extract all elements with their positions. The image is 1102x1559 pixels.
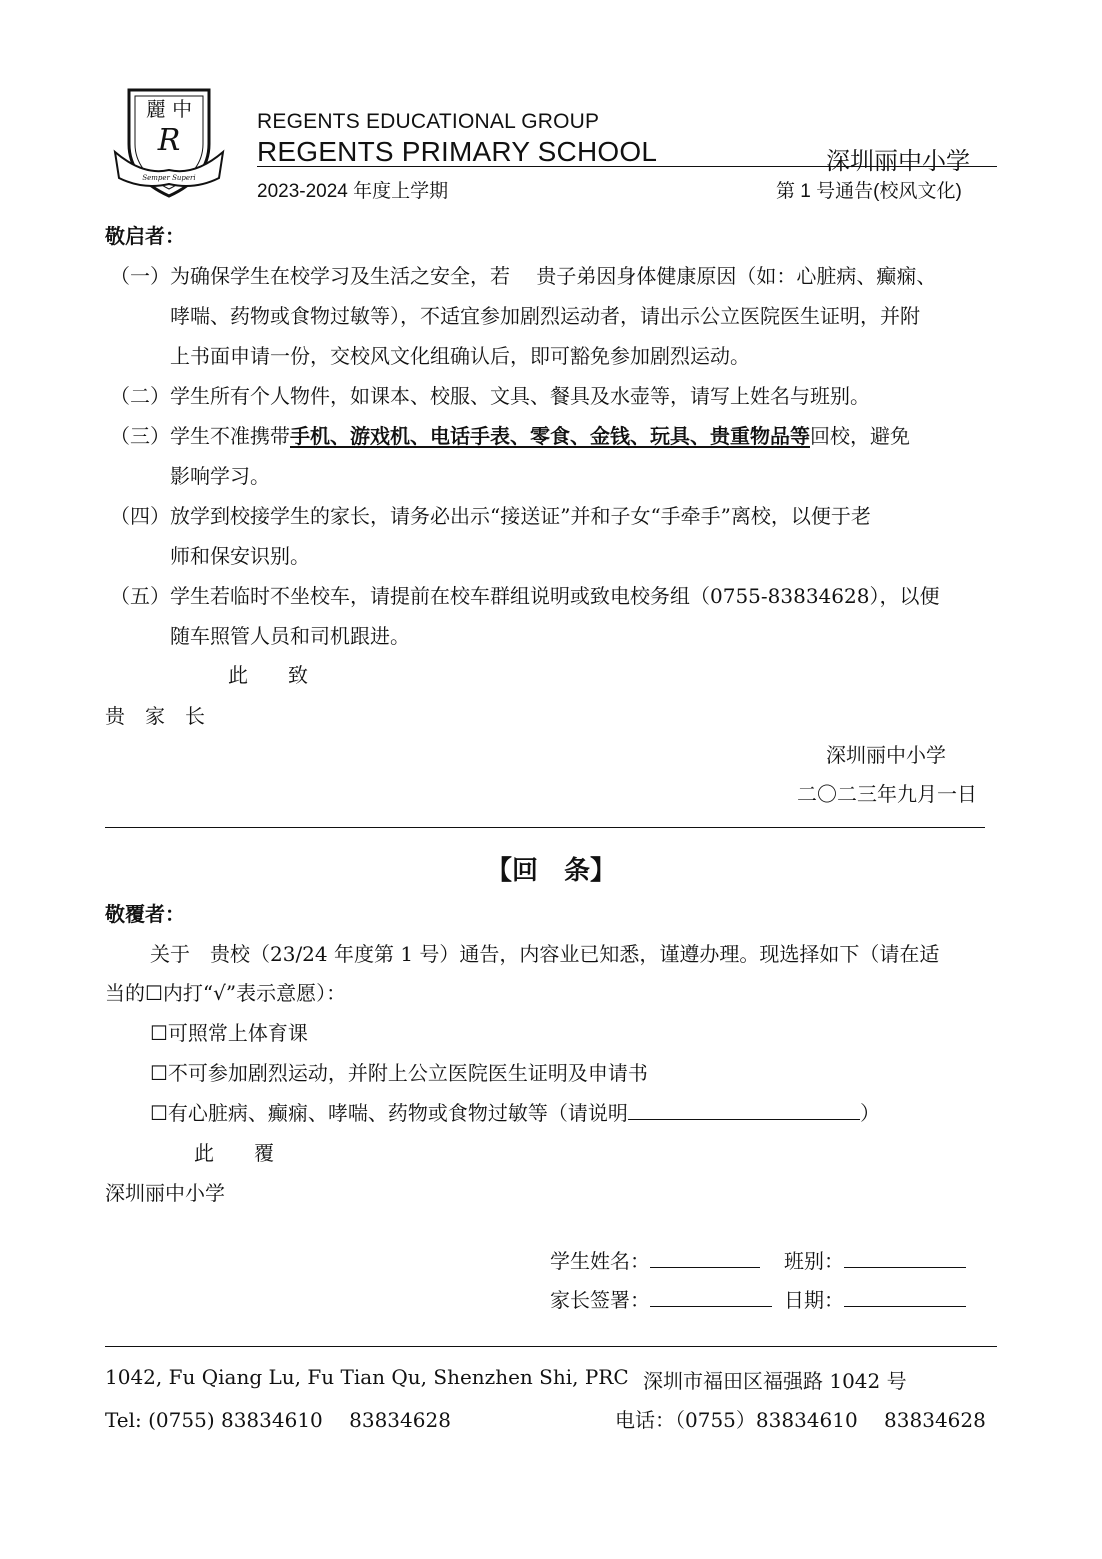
class-input[interactable] — [844, 1247, 966, 1268]
notice-number: 第 1 号通告(校风文化) — [776, 181, 962, 202]
student-name-field — [550, 1245, 760, 1274]
letter-closing: 此 致 — [228, 663, 308, 687]
parent-sign-input[interactable] — [650, 1286, 772, 1307]
reply-slip-title: 【回 条】 — [485, 856, 616, 886]
header-divider — [257, 166, 997, 167]
student-name-label: 学生姓名： — [550, 1249, 650, 1273]
cut-line — [105, 827, 985, 828]
option-pe-normal[interactable]: ☐可照常上体育课 — [150, 1021, 308, 1045]
class-label: 班别： — [784, 1249, 844, 1273]
item-5-number: （五） — [110, 584, 170, 608]
footer-tel-cn: 电话：（0755）83834610 83834628 — [615, 1408, 986, 1432]
footer-tel-en: Tel: (0755) 83834610 83834628 — [105, 1408, 451, 1432]
item-1-number: （一） — [110, 264, 170, 288]
item-1-line-3: 上书面申请一份，交校风文化组确认后，即可豁免参加剧烈运动。 — [170, 344, 750, 368]
option-no-strenuous[interactable]: ☐不可参加剧烈运动，并附上公立医院医生证明及申请书 — [150, 1061, 648, 1085]
class-field — [784, 1245, 966, 1274]
item-3-number: （三） — [110, 424, 170, 448]
item-2-number: （二） — [110, 384, 170, 408]
option-health-condition[interactable]: ☐有心脏病、癫痫、哮喘、药物或食物过敏等（请说明 ） — [150, 1101, 880, 1125]
item-4-line-2: 师和保安识别。 — [170, 544, 310, 568]
reply-salutation: 敬覆者： — [105, 902, 185, 926]
reply-intro-line-1: 关于 贵校（23/24 年度第 1 号）通告，内容业已知悉，谨遵办理。现选择如下（请在适 — [150, 942, 940, 966]
date-field — [784, 1284, 966, 1313]
group-name: REGENTS EDUCATIONAL GROUP — [257, 110, 600, 133]
date-label: 日期： — [784, 1288, 844, 1312]
reply-closing: 此 覆 — [194, 1141, 274, 1165]
school-name: REGENTS PRIMARY SCHOOL — [257, 136, 658, 167]
letter-salutation: 敬启者： — [105, 224, 185, 248]
item-3-line-2: 影响学习。 — [170, 464, 270, 488]
student-name-input[interactable] — [650, 1247, 760, 1268]
reply-addressee: 深圳丽中小学 — [105, 1181, 225, 1205]
item-5-line-2: 随车照管人员和司机跟进。 — [170, 624, 410, 648]
item-3-line-1: 学生不准携带手机、游戏机、电话手表、零食、金钱、玩具、贵重物品等回校，避免 — [170, 424, 910, 448]
school-crest-logo — [113, 86, 225, 202]
footer-address-en: 1042, Fu Qiang Lu, Fu Tian Qu, Shenzhen Shi, PRC — [105, 1365, 629, 1389]
item-4-line-1: 放学到校接学生的家长，请务必出示“接送证”并和子女“手牵手”离校，以便于老 — [170, 504, 871, 528]
reply-intro-line-2: 当的☐内打“√”表示意愿）： — [105, 981, 347, 1005]
item-4-number: （四） — [110, 504, 170, 528]
item-1-line-2: 哮喘、药物或食物过敏等），不适宜参加剧烈运动者，请出示公立医院医生证明，并附 — [170, 304, 920, 328]
letter-date: 二〇二三年九月一日 — [797, 782, 977, 806]
item-2-line-1: 学生所有个人物件，如课本、校服、文具、餐具及水壶等，请写上姓名与班别。 — [170, 384, 870, 408]
crest-characters: 麗 中 — [145, 97, 193, 121]
footer-address-cn: 深圳市福田区福强路 1042 号 — [643, 1369, 907, 1393]
condition-input-blank[interactable] — [628, 1099, 860, 1120]
item-5-line-1: 学生若临时不坐校车，请提前在校车群组说明或致电校务组（0755-83834628），以便 — [170, 584, 940, 608]
crest-letter-r: R — [157, 123, 181, 158]
school-name-cn: 深圳丽中小学 — [826, 148, 970, 175]
parent-sign-field — [550, 1284, 772, 1313]
crest-motto: Semper Superi — [142, 174, 196, 182]
letter-addressee: 贵 家 长 — [105, 704, 205, 728]
term-label: 2023-2024 年度上学期 — [257, 181, 449, 202]
letter-signer: 深圳丽中小学 — [826, 743, 946, 767]
parent-sign-label: 家长签署： — [550, 1288, 650, 1312]
date-input[interactable] — [844, 1286, 966, 1307]
prohibited-items-emphasis: 手机、游戏机、电话手表、零食、金钱、玩具、贵重物品等 — [290, 424, 810, 448]
footer-divider — [105, 1346, 997, 1347]
item-1-line-1: 为确保学生在校学习及生活之安全，若 贵子弟因身体健康原因（如：心脏病、癫痫、 — [170, 264, 937, 288]
